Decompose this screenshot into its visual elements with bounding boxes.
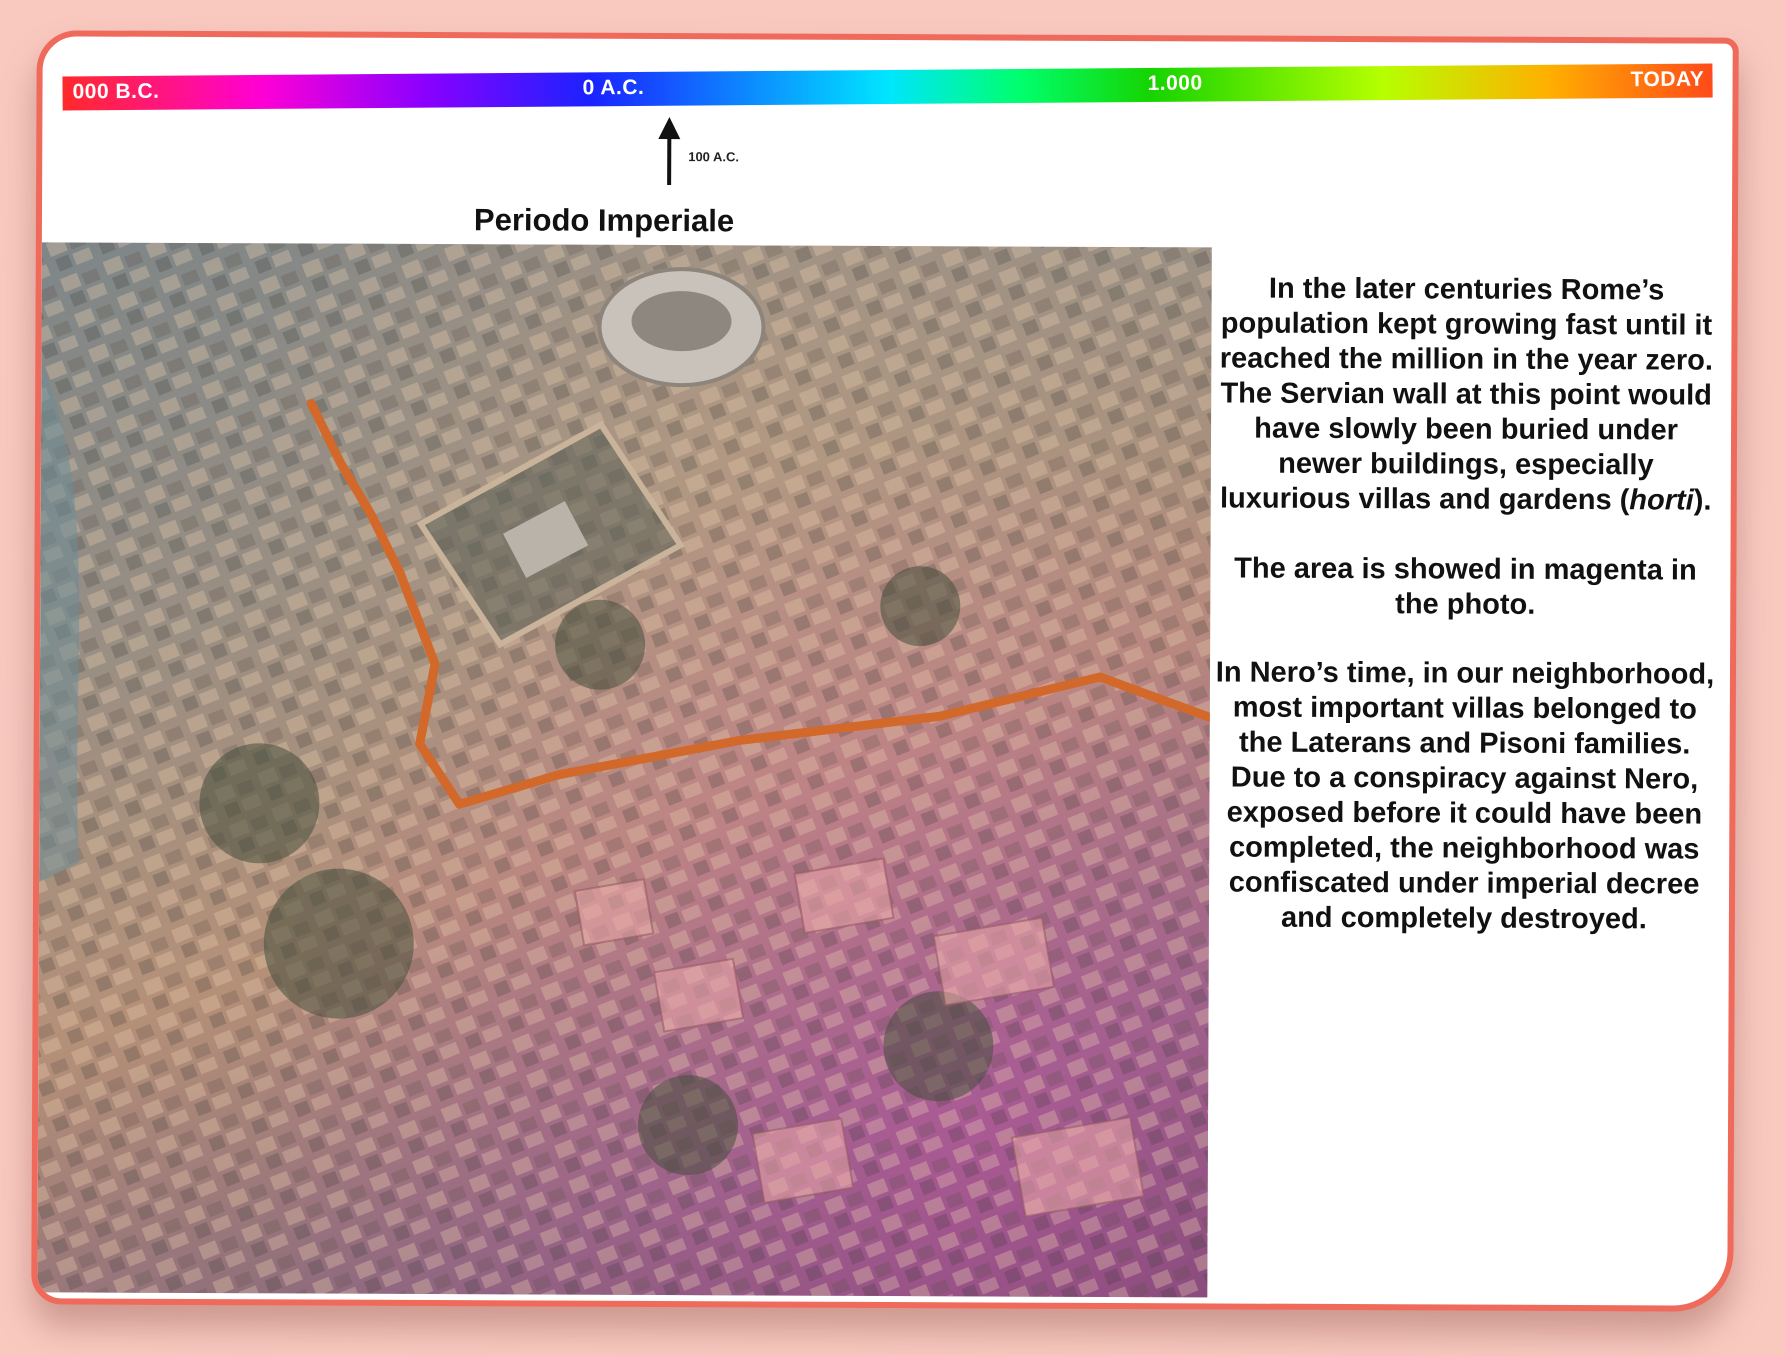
colosseum-shape [599,269,764,386]
rome-model-photo [37,242,1212,1297]
horti-term: horti [1629,484,1694,517]
timeline-label-start: 000 B.C. [72,79,160,104]
timeline-label-thousand: 1.000 [1147,71,1203,95]
timeline-label-zero: 0 A.C. [582,75,645,100]
description-text [1214,271,1717,972]
paragraph-nero: In Nero’s time, in our neighborhood, most important villas belonged to the Laterans and Pisoni families. Due to a conspiracy against Nero, exposed before it could have been completed, the neighborhood was confiscated under imperial decree and completely destroyed. [1215,656,1715,936]
timeline-label-today: TODAY [1630,67,1705,92]
period-title: Periodo Imperiale [473,202,735,239]
info-card [31,30,1739,1311]
paragraph-growth: In the later centuries Rome’s population kept growing fast until it reached the million in the year zero. The Servian wall at this point would have slowly been buried under newer buildings, especially luxurious villas and gardens (horti). [1219,272,1714,518]
city-model-illustration [37,242,1212,1297]
timeline-marker-arrow-icon [654,117,684,187]
timeline-marker-label: 100 A.C. [688,149,740,165]
paragraph-magenta-area: The area is showed in magenta in the photo. [1234,552,1697,621]
timeline-bar [62,64,1712,111]
